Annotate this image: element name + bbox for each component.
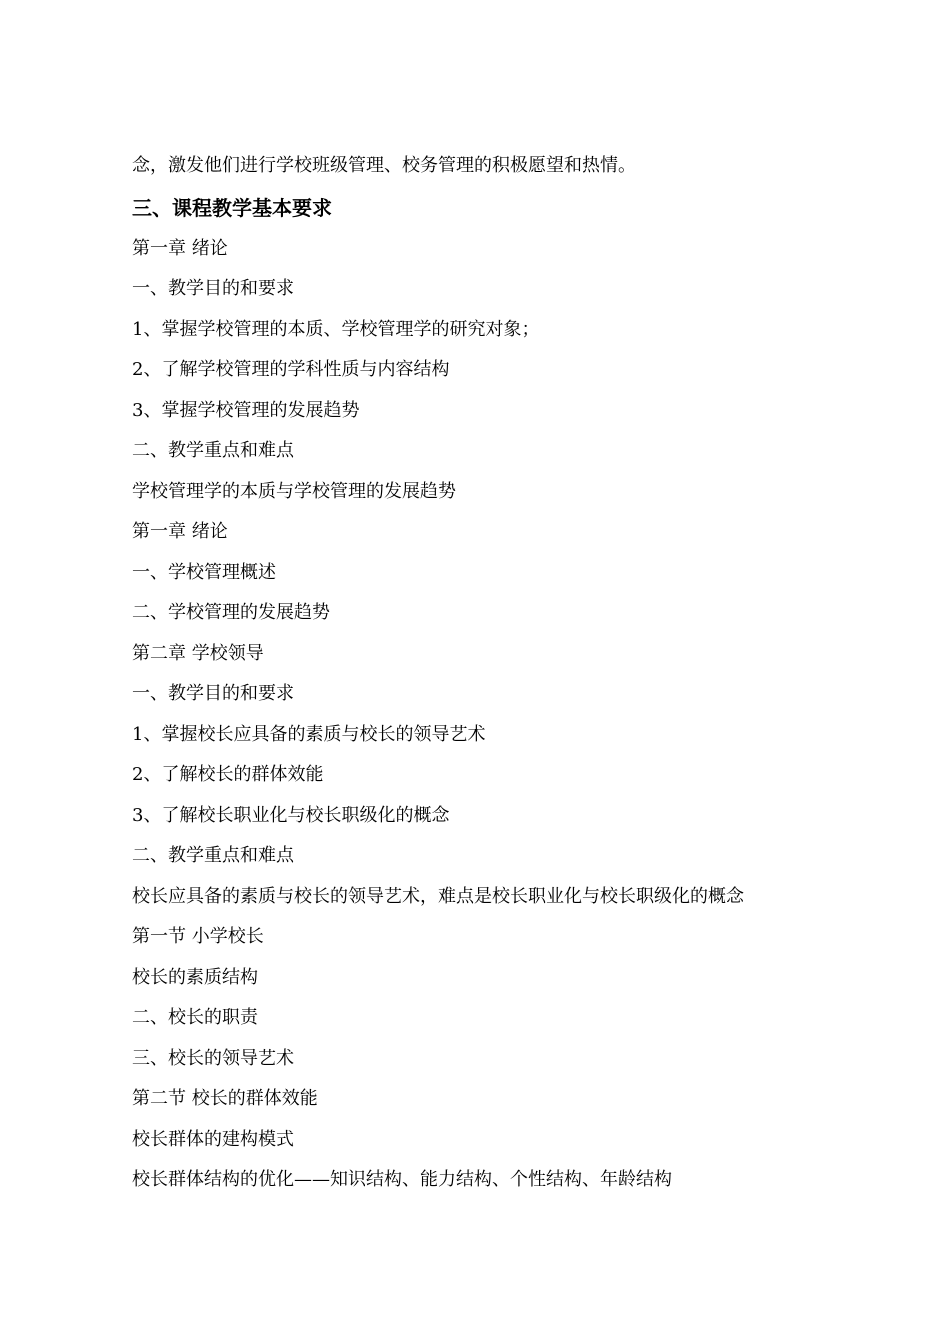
section-heading: 三、课程教学基本要求	[132, 195, 332, 220]
list-item: 校长的素质结构	[132, 966, 258, 988]
paragraph-line: 校长应具备的素质与校长的领导艺术，难点是校长职业化与校长职级化的概念	[132, 885, 744, 907]
chapter-title: 第一章 绪论	[132, 521, 228, 542]
list-item: 一、学校管理概述	[132, 561, 276, 583]
list-item: 1、掌握校长应具备的素质与校长的领导艺术	[132, 723, 486, 745]
list-item: 3、了解校长职业化与校长职级化的概念	[132, 804, 450, 826]
list-item: 校长群体结构的优化——知识结构、能力结构、个性结构、年龄结构	[132, 1169, 672, 1190]
subsection-title: 一、教学目的和要求	[132, 683, 294, 704]
list-item: 二、学校管理的发展趋势	[132, 602, 330, 623]
subsection-title: 二、教学重点和难点	[132, 440, 294, 461]
chapter-title: 第一章 绪论	[132, 237, 228, 259]
document-body	[132, 146, 832, 1201]
section-title: 第一节 小学校长	[132, 926, 264, 947]
chapter-title: 第二章 学校领导	[132, 642, 264, 664]
paragraph-line: 念，激发他们进行学校班级管理、校务管理的积极愿望和热情。	[132, 155, 636, 176]
subsection-title: 二、教学重点和难点	[132, 845, 294, 866]
paragraph-line: 学校管理学的本质与学校管理的发展趋势	[132, 480, 456, 502]
section-title: 第二节 校长的群体效能	[132, 1088, 318, 1109]
subsection-title: 一、教学目的和要求	[132, 278, 294, 299]
list-item: 2、了解学校管理的学科性质与内容结构	[132, 359, 450, 380]
list-item: 1、掌握学校管理的本质、学校管理学的研究对象；	[132, 318, 540, 340]
list-item: 2、了解校长的群体效能	[132, 764, 324, 785]
list-item: 校长群体的建构模式	[132, 1128, 294, 1150]
list-item: 3、掌握学校管理的发展趋势	[132, 399, 360, 421]
list-item: 三、校长的领导艺术	[132, 1047, 294, 1069]
list-item: 二、校长的职责	[132, 1007, 258, 1028]
